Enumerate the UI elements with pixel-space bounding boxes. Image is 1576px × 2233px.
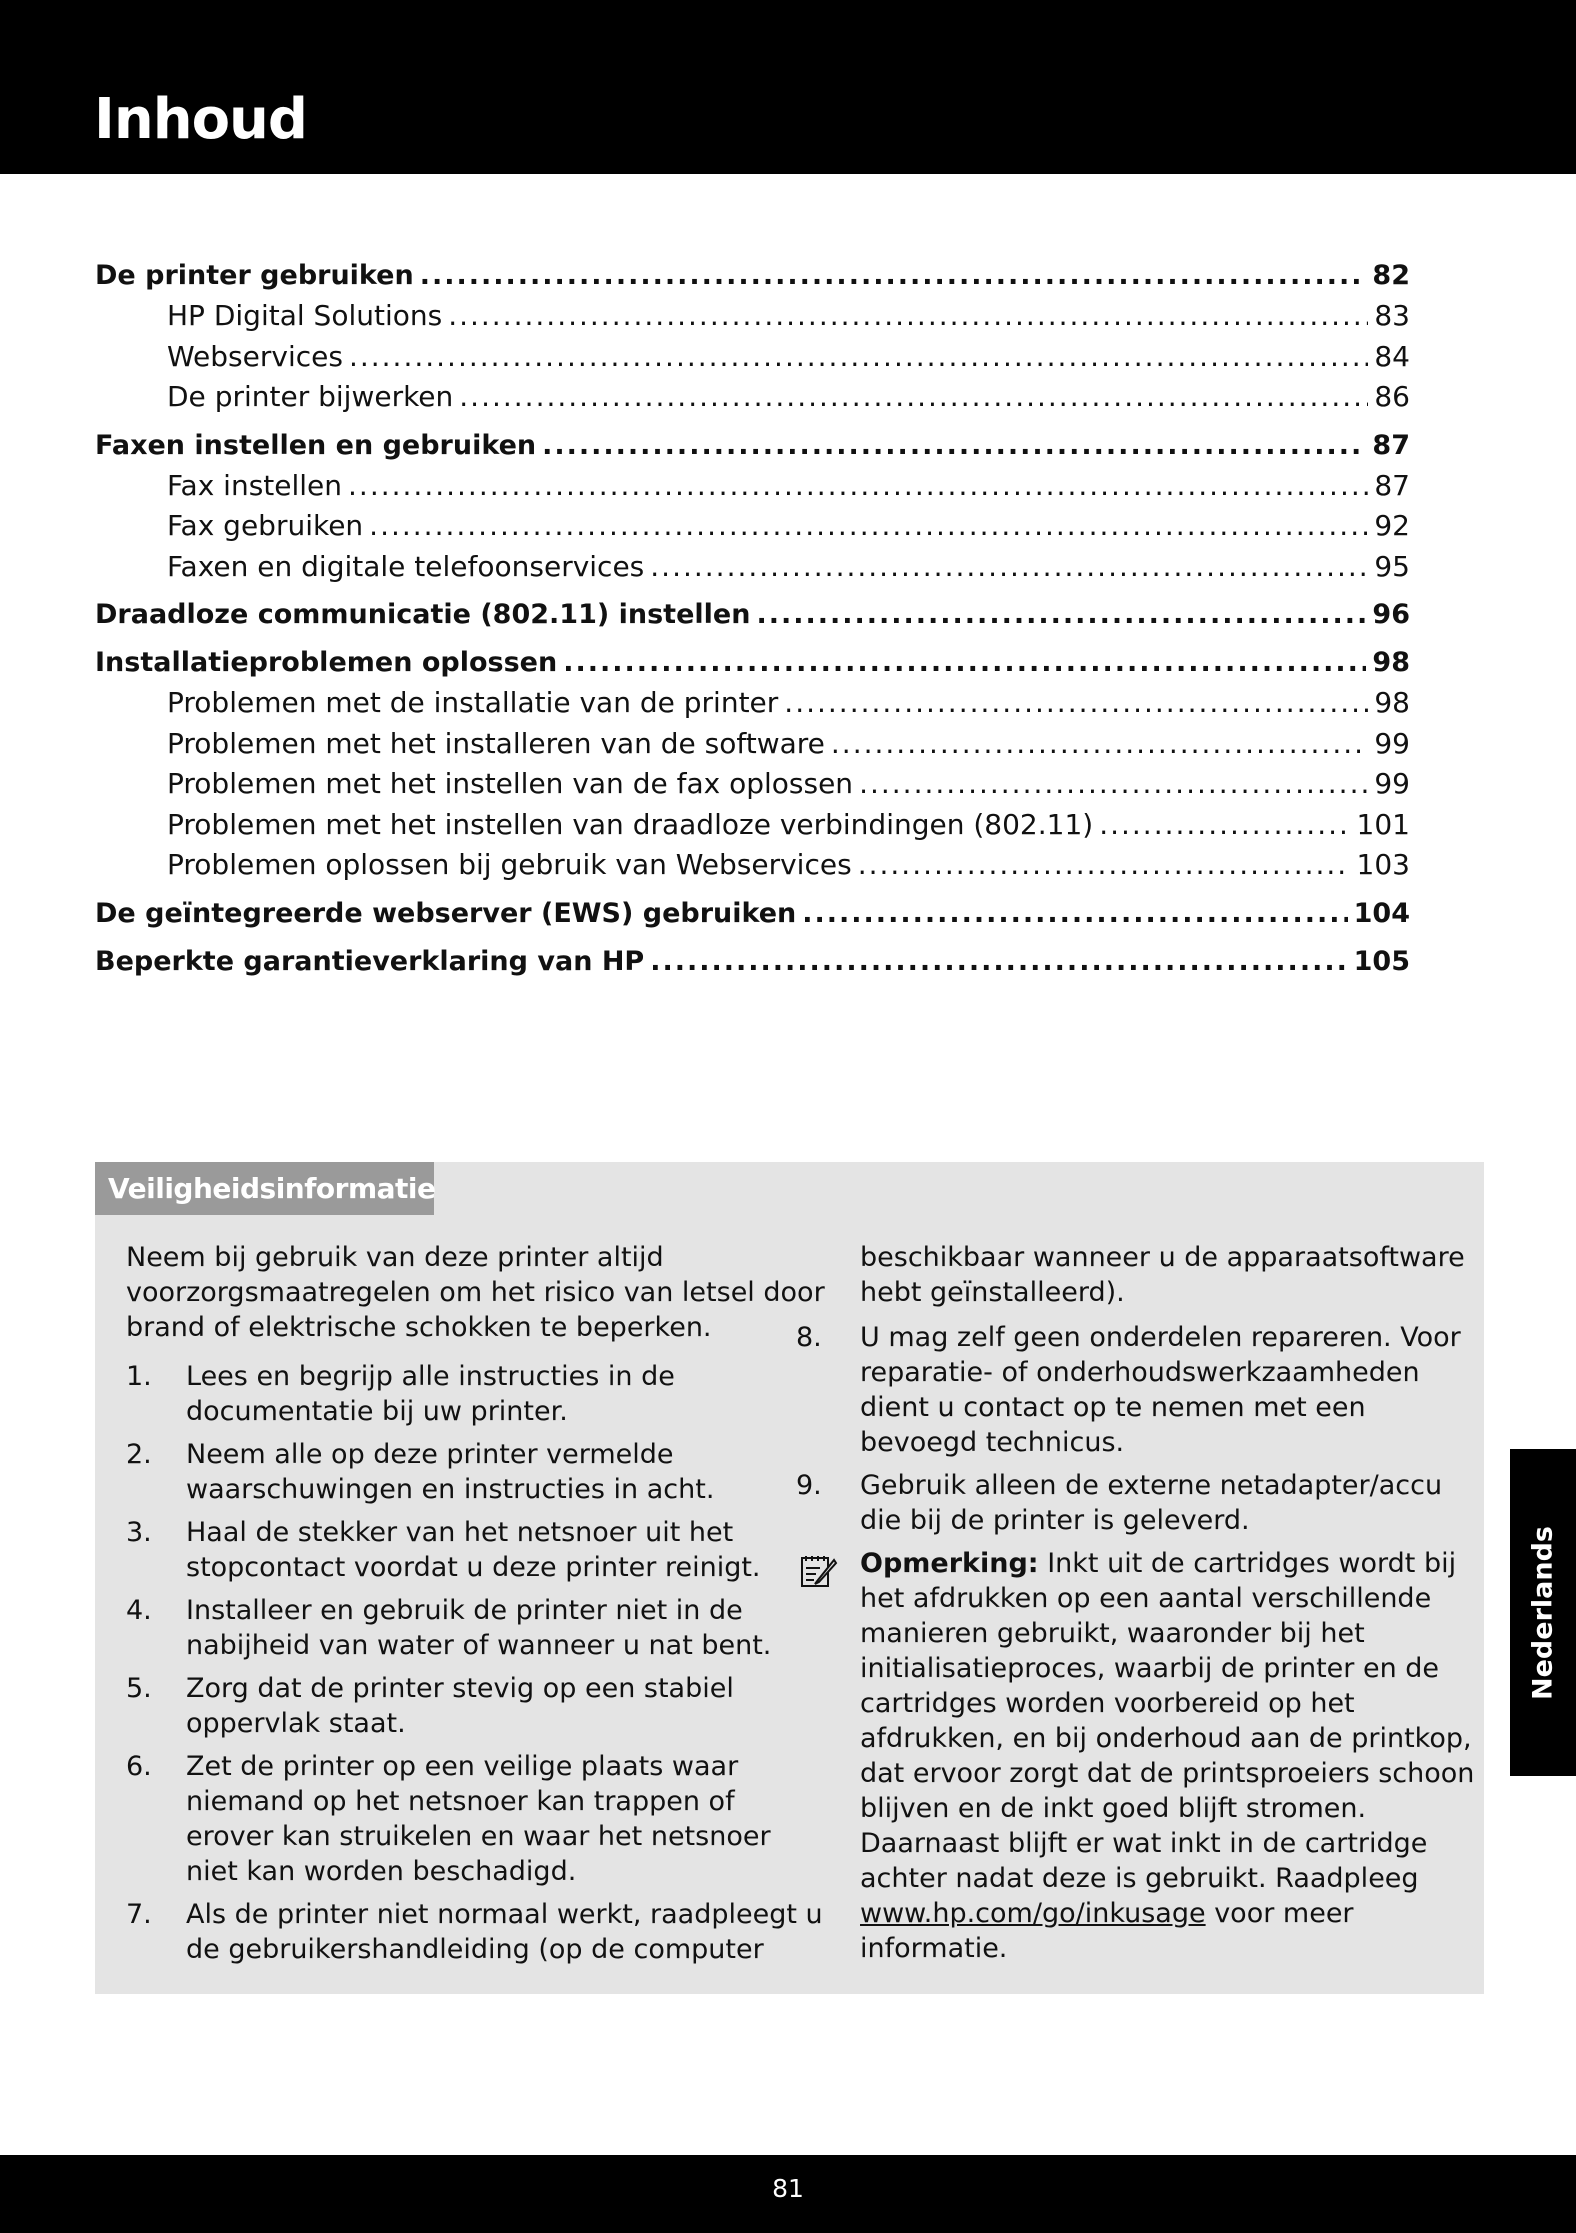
toc-entry-title: Problemen met het instellen van draadloze verbindingen (802.11) [167, 807, 1094, 841]
safety-step [126, 1593, 826, 1663]
toc-section-entry[interactable] [95, 547, 1410, 588]
toc-section-entry[interactable] [95, 764, 1410, 805]
toc-entry-title: Problemen oplossen bij gebruik van Webservices [167, 848, 852, 881]
safety-right-column [796, 1240, 1476, 1966]
toc-entry-title: HP Digital Solutions [167, 299, 443, 332]
toc-entry-page: 98 [1372, 647, 1410, 678]
toc-chapter-entry[interactable] [95, 938, 1410, 986]
toc-dot-leader [348, 466, 1368, 507]
step-number: 8. [796, 1322, 822, 1353]
toc-section-entry[interactable] [95, 377, 1410, 418]
step-number: 9. [796, 1470, 822, 1501]
page-number: 81 [772, 2174, 804, 2203]
toc-dot-leader [542, 422, 1366, 470]
toc-section-entry[interactable] [95, 724, 1410, 765]
step-text: Zorg dat de printer stevig op een stabiel oppervlak staat. [186, 1673, 734, 1739]
safety-steps-left [126, 1359, 826, 1967]
toc-entry-page: 105 [1353, 945, 1410, 977]
toc-entry-page: 98 [1374, 686, 1410, 719]
safety-step [126, 1897, 826, 1967]
footer-bar [0, 2155, 1576, 2233]
note-label: Opmerking: [860, 1548, 1039, 1579]
toc-entry-title: Webservices [167, 339, 343, 373]
toc-entry-title: Faxen instellen en gebruiken [95, 429, 537, 461]
step-text: Installeer en gebruik de printer niet in de nabijheid van water of wanneer u nat bent. [186, 1595, 772, 1661]
safety-steps-right [796, 1320, 1476, 1538]
toc-entry-title: Problemen met het installeren van de software [167, 726, 825, 760]
toc-entry-page: 103 [1356, 848, 1410, 881]
toc-dot-leader [859, 764, 1368, 805]
toc-section-entry[interactable] [95, 466, 1410, 507]
toc-dot-leader [650, 547, 1368, 588]
toc-chapter-entry[interactable] [95, 422, 1410, 470]
step-text: Als de printer niet normaal werkt, raadpleegt u de gebruikershandleiding (op de computer [186, 1899, 823, 1965]
safety-step [126, 1671, 826, 1741]
step-number: 2. [126, 1439, 152, 1470]
toc-entry-page: 96 [1372, 599, 1410, 630]
toc-section-entry[interactable] [95, 805, 1410, 846]
toc-entry-title: Faxen en digitale telefoonservices [167, 549, 645, 583]
toc-section-entry[interactable] [95, 845, 1410, 886]
step-text: Neem alle op deze printer vermelde waarschuwingen en instructies in acht. [186, 1439, 715, 1505]
toc-section-entry[interactable] [95, 683, 1410, 724]
toc-entry-page: 95 [1374, 549, 1410, 583]
toc-dot-leader [784, 683, 1368, 724]
toc-entry-page: 92 [1374, 509, 1410, 542]
toc-entry-page: 83 [1374, 299, 1410, 332]
toc-dot-leader [858, 845, 1351, 886]
toc-entry-page: 87 [1372, 429, 1410, 461]
note-pencil-icon [798, 1550, 838, 1590]
toc-entry-title: Beperkte garantieverklaring van HP [95, 945, 645, 977]
inkusage-link[interactable]: www.hp.com/go/inkusage [860, 1898, 1206, 1929]
toc-dot-leader [420, 252, 1367, 300]
toc-entry-title: De printer gebruiken [95, 260, 414, 291]
toc-entry-page: 99 [1374, 726, 1410, 760]
toc-entry-title: De geïntegreerde webserver (EWS) gebruiken [95, 897, 797, 929]
toc-entry-page: 101 [1356, 807, 1410, 841]
toc-entry-title: Problemen met het instellen van de fax oplossen [167, 767, 854, 800]
toc-section-entry[interactable] [95, 296, 1410, 337]
step-number: 6. [126, 1751, 152, 1782]
toc-dot-leader [448, 296, 1368, 337]
language-side-tab [1510, 1449, 1576, 1776]
toc-chapter-entry[interactable] [95, 639, 1410, 687]
step-number: 7. [126, 1899, 152, 1930]
step-number: 1. [126, 1361, 152, 1392]
toc-entry-title: Fax instellen [167, 468, 343, 502]
table-of-contents [95, 252, 1410, 986]
note-tail: voor meer informatie. [860, 1898, 1354, 1964]
step-text: Zet de printer op een veilige plaats waar niemand op het netsnoer kan trappen of erover kan struikelen en waar het netsnoer niet kan worden beschadigd. [186, 1751, 771, 1887]
toc-section-entry[interactable] [95, 337, 1410, 378]
toc-dot-leader [831, 724, 1368, 765]
step-7-continuation: beschikbaar wanneer u de apparaatsoftware hebt geïnstalleerd). [860, 1242, 1465, 1308]
step-number: 4. [126, 1595, 152, 1626]
step-text: Gebruik alleen de externe netadapter/accu die bij de printer is geleverd. [860, 1470, 1443, 1536]
safety-intro: Neem bij gebruik van deze printer altijd voorzorgsmaatregelen om het risico van letsel door brand of elektrische schokken te beperken. [126, 1242, 825, 1343]
toc-entry-page: 104 [1353, 897, 1410, 929]
safety-step [796, 1468, 1476, 1538]
safety-step [126, 1749, 826, 1889]
step-number: 3. [126, 1517, 152, 1548]
toc-dot-leader [369, 506, 1368, 547]
toc-dot-leader [563, 639, 1366, 687]
toc-dot-leader [1099, 805, 1350, 846]
toc-dot-leader [756, 591, 1366, 639]
safety-step [796, 1320, 1476, 1460]
toc-entry-title: Installatieproblemen oplossen [95, 647, 558, 678]
toc-dot-leader [349, 337, 1368, 378]
safety-step [126, 1359, 826, 1429]
safety-information-box [95, 1162, 1484, 1994]
safety-step [126, 1515, 826, 1585]
step-text: Lees en begrijp alle instructies in de documentatie bij uw printer. [186, 1361, 675, 1427]
toc-dot-leader [459, 377, 1368, 418]
safety-step [126, 1437, 826, 1507]
note-block [860, 1546, 1476, 1966]
toc-dot-leader [650, 938, 1347, 986]
toc-entry-page: 99 [1374, 767, 1410, 800]
step-number: 5. [126, 1673, 152, 1704]
header-bar [0, 0, 1576, 174]
toc-entry-page: 82 [1372, 260, 1410, 291]
toc-entry-page: 84 [1374, 339, 1410, 373]
page-title: Inhoud [94, 87, 307, 152]
safety-left-column [126, 1240, 826, 1975]
toc-entry-title: Draadloze communicatie (802.11) instellen [95, 599, 751, 630]
step-text: Haal de stekker van het netsnoer uit het stopcontact voordat u deze printer reinigt. [186, 1517, 761, 1583]
note-text: Inkt uit de cartridges wordt bij het afdrukken op een aantal verschillende manieren gebruikt, waaronder bij het initialisatieproces, waarbij de printer en de cartridges worden voorbereid op het afdrukken, en bij onderhoud aan de printkop, dat ervoor zorgt dat de printsproeiers schoon blijven en de inkt goed blijft stromen. Daarnaast blijft er wat inkt in de cartridge achter nadat deze is gebruikt. Raadpleeg [860, 1548, 1475, 1894]
toc-entry-title: Fax gebruiken [167, 509, 364, 542]
toc-entry-title: De printer bijwerken [167, 380, 454, 413]
toc-entry-title: Problemen met de installatie van de printer [167, 686, 779, 719]
step-text: U mag zelf geen onderdelen repareren. Voor reparatie- of onderhoudswerkzaamheden dient u contact op te nemen met een bevoegd technicus. [860, 1322, 1461, 1458]
toc-chapter-entry[interactable] [95, 252, 1410, 300]
safety-heading: Veiligheidsinformatie [95, 1162, 434, 1215]
toc-dot-leader [802, 890, 1347, 938]
toc-entry-page: 87 [1374, 468, 1410, 502]
toc-chapter-entry[interactable] [95, 890, 1410, 938]
language-side-tab-label: Nederlands [1527, 1525, 1559, 1700]
toc-chapter-entry[interactable] [95, 591, 1410, 639]
toc-section-entry[interactable] [95, 506, 1410, 547]
toc-entry-page: 86 [1374, 380, 1410, 413]
